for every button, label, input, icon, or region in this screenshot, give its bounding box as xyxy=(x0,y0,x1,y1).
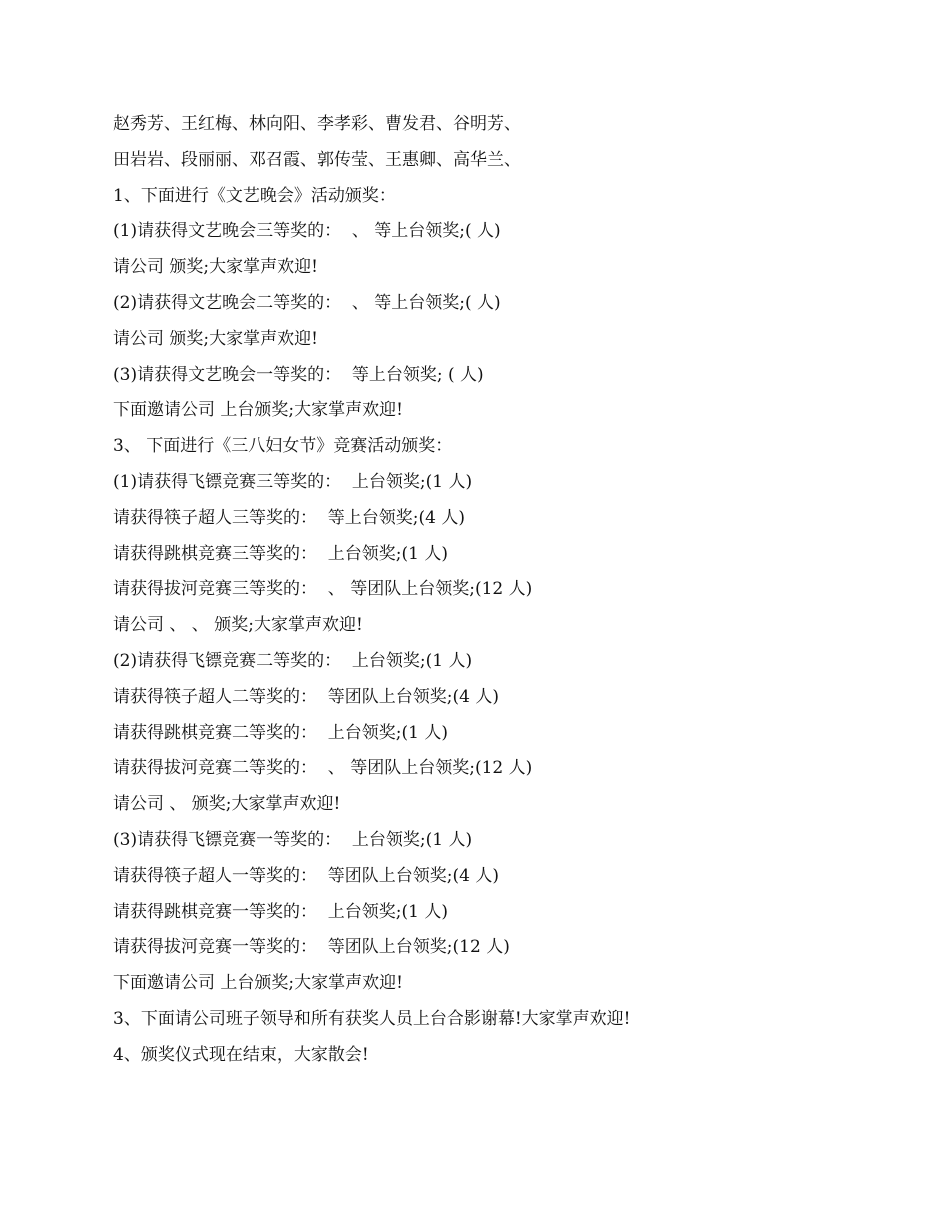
text-line: (3)请获得飞镖竞赛一等奖的： 上台领奖;(1 人) xyxy=(113,829,473,850)
text-line: 请获得跳棋竞赛三等奖的： 上台领奖;(1 人) xyxy=(113,543,449,564)
text-line: (1)请获得飞镖竞赛三等奖的： 上台领奖;(1 人) xyxy=(113,471,473,492)
text-line: 请获得筷子超人二等奖的： 等团队上台领奖;(4 人) xyxy=(113,686,500,707)
text-line: 田岩岩、段丽丽、邓召霞、郭传莹、王惠卿、高华兰、 xyxy=(113,149,521,170)
text-line: 请获得拔河竞赛三等奖的： 、 等团队上台领奖;(12 人) xyxy=(113,579,533,600)
text-line: 请公司 、 颁奖;大家掌声欢迎! xyxy=(113,794,341,815)
text-line: 请获得筷子超人一等奖的： 等团队上台领奖;(4 人) xyxy=(113,865,500,886)
section-heading: 3、 下面进行《三八妇女节》竞赛活动颁奖： xyxy=(113,436,453,457)
text-line: 请获得拔河竞赛二等奖的： 、 等团队上台领奖;(12 人) xyxy=(113,758,533,779)
text-line: (1)请获得文艺晚会三等奖的： 、 等上台领奖;( 人) xyxy=(113,221,501,242)
text-line: 请公司 颁奖;大家掌声欢迎! xyxy=(113,328,318,349)
text-line: 请获得拔河竞赛一等奖的： 等团队上台领奖;(12 人) xyxy=(113,937,510,958)
text-line: 下面邀请公司 上台颁奖;大家掌声欢迎! xyxy=(113,400,403,421)
section-heading: 1、下面进行《文艺晚会》活动颁奖： xyxy=(113,185,396,206)
text-line: 请公司 、 、 颁奖;大家掌声欢迎! xyxy=(113,615,363,636)
text-line: 请获得跳棋竞赛一等奖的： 上台领奖;(1 人) xyxy=(113,901,449,922)
text-line: (3)请获得文艺晚会一等奖的： 等上台领奖; ( 人) xyxy=(113,364,484,385)
text-line: 赵秀芳、王红梅、林向阳、李孝彩、曹发君、谷明芳、 xyxy=(113,114,521,134)
document-body xyxy=(113,107,893,1074)
text-line: (2)请获得飞镖竞赛二等奖的： 上台领奖;(1 人) xyxy=(113,650,473,671)
section-heading: 4、颁奖仪式现在结束，大家散会! xyxy=(113,1044,369,1065)
text-line: 请获得筷子超人三等奖的： 等上台领奖;(4 人) xyxy=(113,507,466,528)
text-line: 下面邀请公司 上台颁奖;大家掌声欢迎! xyxy=(113,973,403,994)
text-line: 请获得跳棋竞赛二等奖的： 上台领奖;(1 人) xyxy=(113,722,449,743)
text-line: (2)请获得文艺晚会二等奖的： 、 等上台领奖;( 人) xyxy=(113,292,501,313)
section-heading: 3、下面请公司班子领导和所有获奖人员上台合影谢幕!大家掌声欢迎! xyxy=(113,1008,631,1029)
text-line: 请公司 颁奖;大家掌声欢迎! xyxy=(113,257,318,278)
